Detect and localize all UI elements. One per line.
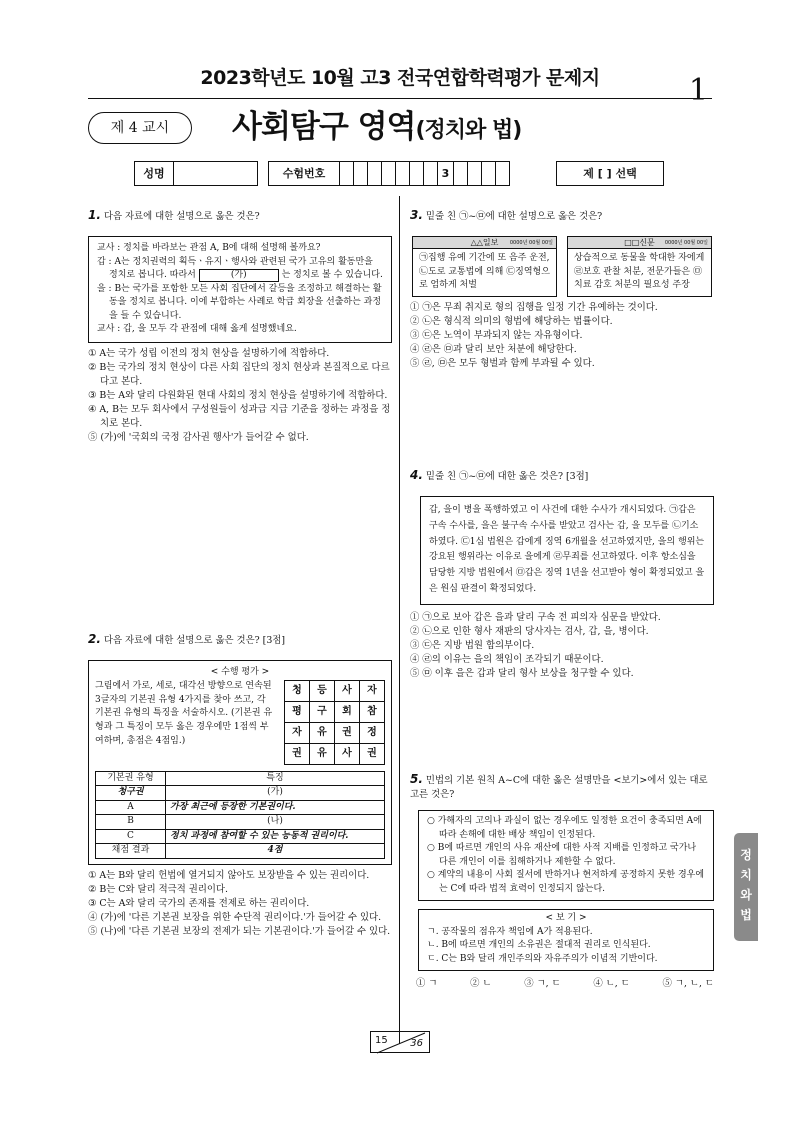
exam-digit-box[interactable] (340, 162, 354, 185)
grid-cell: 사 (335, 680, 360, 701)
answer-option[interactable]: ③ B는 A와 달리 다원화된 현대 사회의 정치 현상을 설명하기에 적합하다. (88, 389, 388, 401)
side-tab-label: 정 치 와 법 (740, 848, 752, 922)
exam-number-label: 수험번호 (268, 162, 340, 185)
news-name: △△일보 (470, 238, 499, 248)
question-3-options (410, 301, 714, 372)
answer-option[interactable]: ① ㉠으로 보아 갑은 을과 달리 구속 전 피의자 심문을 받았다. (410, 611, 661, 623)
question-4-box: 갑, 을이 병을 폭행하였고 이 사건에 대한 수사가 개시되었다. ㉠갑은 구속 수사를, 을은 불구속 수사를 받았고 검사는 갑, 을 모두를 ㉡기소하였다. ㉢1심 법원은 갑에게 징역 6개월을 선고하였지만, 을의 행위는 강요된 행위라는 이유로 을에게 ㉣무죄를 선고하였다. 이후 항소심을 담당한 지방 법원에서 ㉤갑은 징역 1년을 선고받아 형이 확정되었고 을은 원심 판결이 확정되었다. (420, 496, 714, 605)
subject-main: 사회탐구 영역 (232, 109, 416, 145)
exam-digit-box[interactable] (482, 162, 496, 185)
question-stem: 다음 자료에 대한 설명으로 옳은 것은? [3점] (103, 635, 285, 646)
bogi-item: ㄷ. C는 B와 달리 개인주의와 자유주의가 이념적 기반이다. (427, 953, 658, 964)
question-1-options (88, 347, 392, 446)
exam-digit-box[interactable] (424, 162, 438, 185)
box-title: < 수행 평가 > (210, 667, 270, 678)
question-number: 3. (410, 208, 423, 222)
grid-cell: 회 (335, 701, 360, 722)
question-stem: 다음 자료에 대한 설명으로 옳은 것은? (103, 211, 260, 222)
question-2-box (88, 660, 392, 865)
answer-option[interactable]: ③ ㉢은 지방 법원 합의부이다. (410, 639, 535, 651)
subject-sub: (정치와 법) (415, 118, 522, 143)
answer-option[interactable]: ④ ㉣의 이유는 을의 책임이 조각되기 때문이다. (410, 653, 604, 665)
exam-title: 2023학년도 10월 고3 전국연합학력평가 문제지 (200, 67, 600, 89)
exam-digit-box[interactable] (410, 162, 424, 185)
table-cell: 가장 최근에 등장한 기본권이다. (166, 800, 385, 815)
question-1-box (88, 236, 392, 343)
bogi-item: ㄴ. B에 따르면 개인의 소유권은 절대적 권리로 인식된다. (427, 940, 651, 951)
answer-option[interactable]: ④ (가)에 '다른 기본권 보장을 위한 수단적 권리이다.'가 들어갈 수 있다. (88, 911, 382, 923)
bogi-box (418, 909, 714, 971)
rights-table (95, 771, 385, 859)
answer-option[interactable]: ① A는 B와 달리 헌법에 열거되지 않아도 보장받을 수 있는 권리이다. (88, 869, 370, 881)
table-cell: (나) (166, 815, 385, 830)
grid-cell: 권 (285, 743, 310, 764)
grid-cell: 유 (310, 743, 335, 764)
table-header: 특징 (166, 771, 385, 786)
total-pages: 36 (410, 1038, 423, 1049)
question-4-options (410, 611, 714, 682)
exam-digit-box[interactable] (354, 162, 368, 185)
dialog-text: 갑 : A는 정치권력의 획득ㆍ유지ㆍ행사와 관련된 국가 고유의 활동만을 정치로 봅니다. 따라서 (97, 256, 373, 281)
question-number: 2. (88, 632, 101, 646)
answer-option[interactable]: ⑤ ㄱ, ㄴ, ㄷ (662, 978, 714, 990)
page-counter (370, 1031, 430, 1053)
grid-cell: 구 (310, 701, 335, 722)
blank-ga: (가) (199, 269, 279, 282)
answer-option[interactable]: ③ ㉢은 노역이 부과되지 않는 자유형이다. (410, 329, 583, 341)
question-1 (88, 206, 392, 445)
table-cell: 청구권 (96, 786, 166, 801)
exam-digit-box[interactable] (382, 162, 396, 185)
header-rule (88, 98, 712, 99)
question-5 (410, 770, 714, 991)
principle-statement: ○ 가해자의 고의나 과실이 없는 경우에도 일정한 요건이 충족되면 A에 따라 손해에 대한 배상 책임이 인정된다. (427, 816, 702, 840)
letter-grid (284, 680, 385, 765)
answer-option[interactable]: ③ C는 A와 달리 국가의 존재를 전제로 하는 권리이다. (88, 897, 310, 909)
subject-title (232, 104, 521, 151)
session-badge: 제 4 교시 (88, 112, 192, 144)
current-page: 15 (375, 1035, 388, 1046)
exam-digit-box[interactable] (468, 162, 482, 185)
question-4 (410, 466, 714, 681)
question-2-options (88, 869, 392, 940)
grid-cell: 사 (335, 743, 360, 764)
table-cell: (가) (166, 786, 385, 801)
exam-digit-box[interactable] (368, 162, 382, 185)
answer-option[interactable]: ④ ㉣은 ㉤과 달리 보안 처분에 해당한다. (410, 343, 577, 355)
grid-cell: 유 (310, 722, 335, 743)
answer-option[interactable]: ② B는 국가의 정치 현상이 다른 사회 집단의 정치 현상과 본질적으로 다르다고 본다. (88, 361, 390, 387)
exam-digit-box[interactable] (454, 162, 468, 185)
bogi-item: ㄱ. 공작물의 점유자 책임에 A가 적용된다. (427, 926, 593, 937)
dialog-text: 는 정치로 볼 수 있습니다. (281, 270, 383, 281)
question-number: 5. (410, 772, 423, 786)
table-cell: 채점 결과 (96, 844, 166, 859)
answer-option[interactable]: ① A는 국가 성립 이전의 정치 현상을 설명하기에 적합하다. (88, 347, 330, 359)
grid-cell: 정 (360, 722, 385, 743)
name-field (134, 161, 258, 186)
table-cell: A (96, 800, 166, 815)
news-header (568, 237, 711, 249)
grid-cell: 등 (310, 680, 335, 701)
grid-cell: 청 (285, 680, 310, 701)
question-stem: 민법의 기본 원칙 A~C에 대한 옳은 설명만을 <보기>에서 있는 대로 고른 것은? (410, 775, 708, 801)
news-name: □□신문 (624, 238, 655, 248)
principle-statement: ○ B에 따르면 개인의 사유 재산에 대한 사적 지배를 인정하고 국가나 다른 개인이 이를 침해하거나 제한할 수 없다. (427, 843, 697, 867)
select-label[interactable]: 제 [ ] 선택 (556, 162, 664, 185)
exam-digit-box[interactable] (496, 162, 510, 185)
exam-digit-box[interactable] (396, 162, 410, 185)
question-5-options (410, 977, 714, 991)
news-clip-2 (567, 236, 712, 297)
table-cell: 4점 (166, 844, 385, 859)
bogi-title: < 보 기 > (545, 913, 587, 924)
answer-option[interactable]: ④ ㄴ, ㄷ (593, 978, 630, 990)
answer-option[interactable]: ② ㉡은 형식적 의미의 형법에 해당하는 법률이다. (410, 315, 613, 327)
answer-option[interactable]: ⑤ ㉤ 이후 을은 갑과 달리 형사 보상을 청구할 수 있다. (410, 668, 634, 680)
news-header (413, 237, 556, 249)
news-body: ㉠집행 유예 기간에 또 음주 운전, ㉡도로 교통법에 의해 ㉢징역형으로 엄하게 처벌 (419, 253, 550, 291)
subject-side-tab (734, 833, 758, 941)
question-number: 4. (410, 468, 423, 482)
table-header: 기본권 유형 (96, 771, 166, 786)
answer-option[interactable]: ① ㉠은 무죄 취지로 형의 집행을 일정 기간 유예하는 것이다. (410, 301, 658, 313)
dialog-line (97, 256, 383, 283)
question-stem: 밑줄 친 ㉠~㉤에 대한 설명으로 옳은 것은? (425, 211, 603, 222)
principle-statement: ○ 계약의 내용이 사회 질서에 반하거나 현저하게 공정하지 못한 경우에는 C에 따라 법적 효력이 인정되지 않는다. (427, 870, 705, 894)
select-field (556, 161, 664, 186)
answer-option[interactable]: ② ㉡으로 인한 형사 재판의 당사자는 검사, 갑, 을, 병이다. (410, 625, 649, 637)
name-input[interactable] (174, 162, 258, 185)
answer-option[interactable]: ① ㄱ (416, 978, 438, 990)
grid-cell: 자 (360, 680, 385, 701)
exam-digit-fixed: 3 (438, 162, 454, 185)
table-cell: B (96, 815, 166, 830)
box-text: 그림에서 가로, 세로, 대각선 방향으로 연속된 3글자의 기본권 유형 4가지를 찾아 쓰고, 각 기본권 유형의 특징을 서술하시오. (기본권 유형과 그 특징이 모두 옳은 경우에만 1점씩 부여하며, 총점은 4점임.) (95, 680, 273, 747)
grid-cell: 평 (285, 701, 310, 722)
column-divider (399, 196, 400, 1044)
news-body: 상습적으로 동물을 학대한 자에게 ㉣보호 관찰 처분, 전문가들은 ㉤치료 감호 처분의 필요성 주장 (574, 253, 705, 291)
news-clip-1 (412, 236, 557, 297)
name-label: 성명 (134, 162, 174, 185)
grid-cell: 자 (285, 722, 310, 743)
dialog-line: 을 : B는 국가를 포함한 모든 사회 집단에서 갈등을 조정하고 해결하는 활동을 정치로 봅니다. 이에 부합하는 사례로 학급 회장을 선출하는 과정을 들 수 있습니다. (97, 283, 382, 321)
question-stem: 밑줄 친 ㉠~㉤에 대한 옳은 것은? [3점] (425, 471, 589, 482)
question-5-box (418, 810, 714, 901)
answer-option[interactable]: ⑤ (가)에 '국회의 국정 감사권 행사'가 들어갈 수 없다. (88, 432, 309, 444)
news-clippings (410, 236, 714, 297)
grid-cell: 권 (335, 722, 360, 743)
table-cell: 정치 과정에 참여할 수 있는 능동적 권리이다. (166, 829, 385, 844)
grid-cell: 참 (360, 701, 385, 722)
dialog-line: 교사 : 정치를 바라보는 관점 A, B에 대해 설명해 볼까요? (97, 243, 321, 254)
answer-option[interactable]: ④ A, B는 모두 회사에서 구성원들이 성과급 지급 기준을 정하는 과정을 정치로 본다. (88, 404, 391, 430)
news-date: 0000년 00월 00일 (509, 240, 553, 247)
answer-option[interactable]: ② B는 C와 달리 적극적 권리이다. (88, 883, 228, 895)
table-cell: C (96, 829, 166, 844)
page-number: 1 (688, 73, 708, 108)
grid-cell: 권 (360, 743, 385, 764)
exam-number-field (268, 161, 510, 186)
answer-option[interactable]: ⑤ (나)에 '다른 기본권 보장의 전제가 되는 기본권이다.'가 들어갈 수 있다. (88, 926, 391, 938)
question-number: 1. (88, 208, 101, 222)
answer-option[interactable]: ② ㄴ (470, 978, 492, 990)
dialog-line: 교사 : 갑, 을 모두 각 관점에 대해 옳게 설명했네요. (97, 324, 297, 335)
answer-option[interactable]: ③ ㄱ, ㄷ (524, 978, 561, 990)
question-3 (410, 206, 714, 371)
answer-option[interactable]: ⑤ ㉣, ㉤은 모두 형벌과 함께 부과될 수 있다. (410, 358, 595, 370)
news-date: 0000년 00월 00일 (664, 240, 708, 247)
question-2 (88, 630, 392, 939)
